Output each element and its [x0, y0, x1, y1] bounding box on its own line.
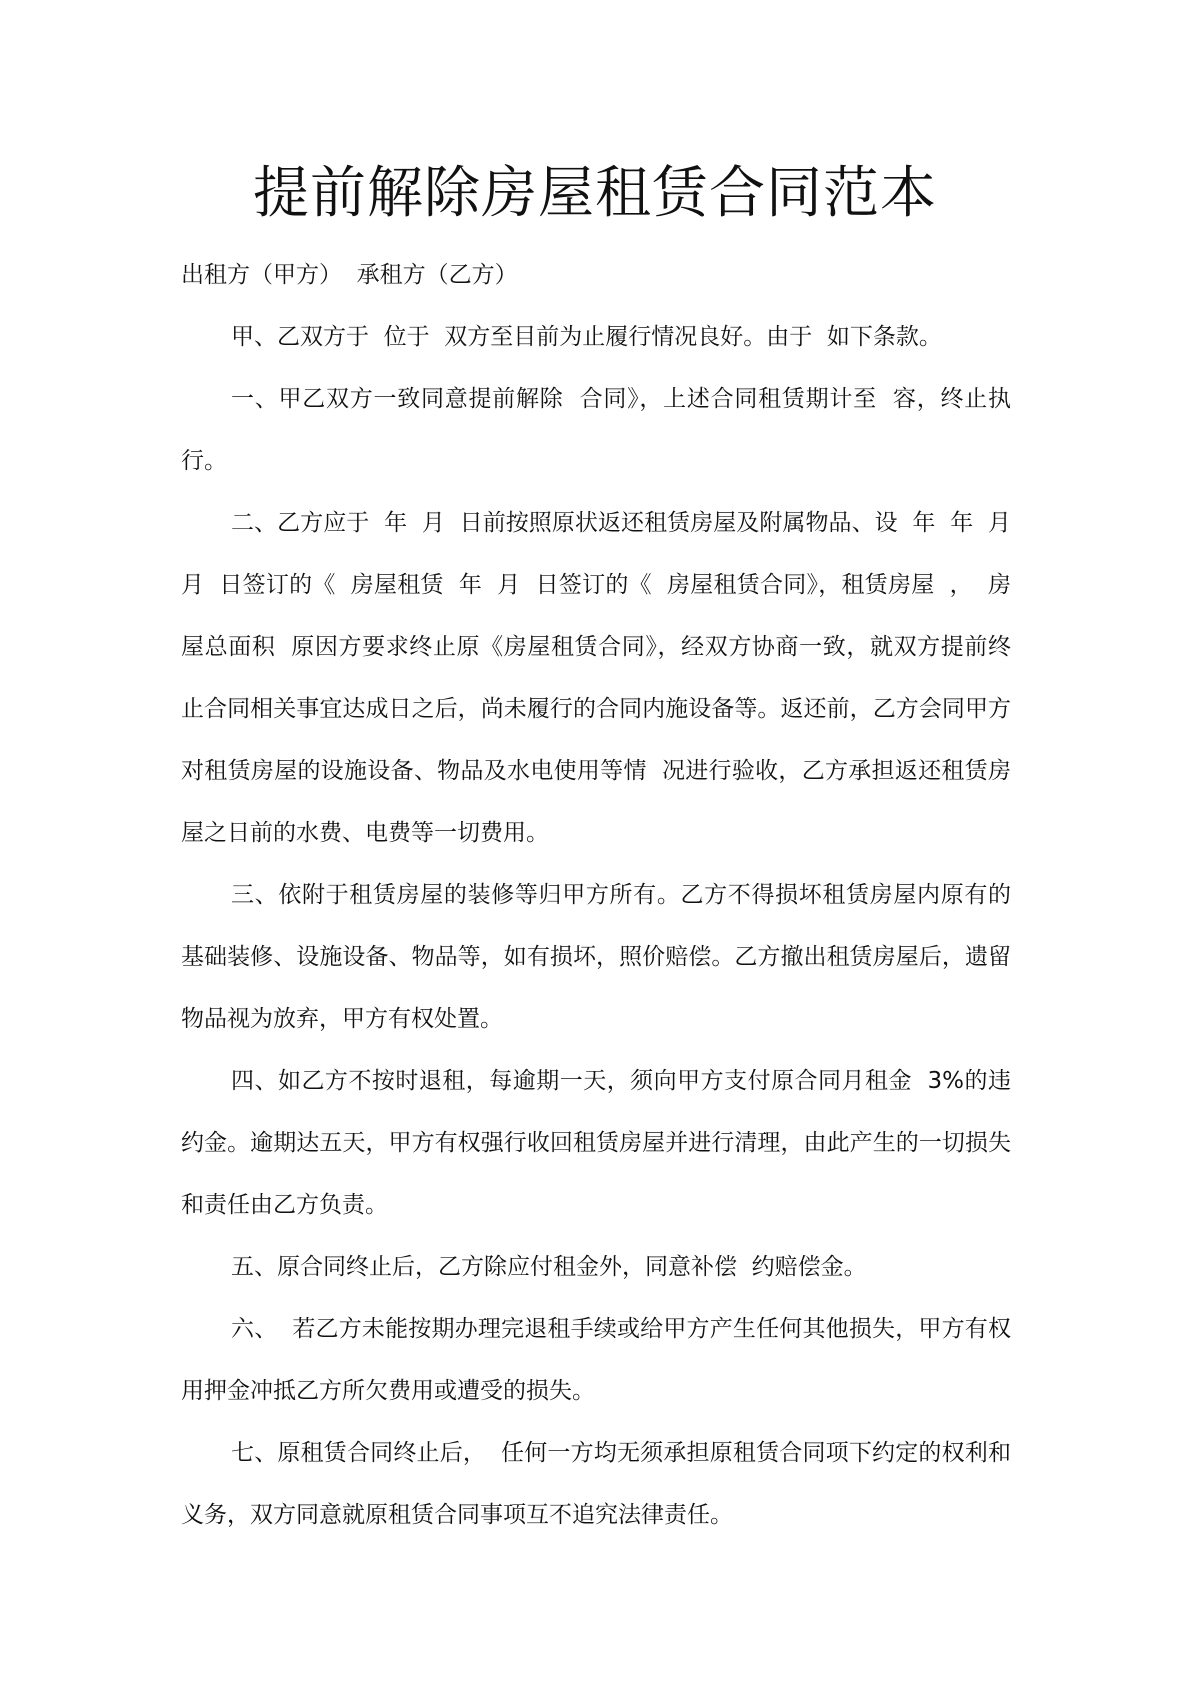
- paragraph-clause-3: 三、依附于租赁房屋的装修等归甲方所有。乙方不得损坏租赁房屋内原有的基础装修、设施设备、物品等，如有损坏，照价赔偿。乙方撤出租赁房屋后，遗留物品视为放弃，甲方有权处置。: [181, 882, 1011, 1032]
- document-title: 提前解除房屋租赁合同范本: [253, 161, 937, 226]
- paragraph-clause-2: 二、乙方应于 年 月 日前按照原状返还租赁房屋及附属物品、设 年 年 月 月 日签订的《 房屋租赁 年 月 日签订的《 房屋租赁合同》，租赁房屋 ， 房屋总面积 原因方要求终止原《房屋租赁合同》，经双方协商一致，就双方提前终止合同相关事宜达成日之后，尚未履行的合同内施设备等。返还前，乙方会同甲方对租赁房屋的设施设备、物品及水电使用等情 况进行验收，乙方承担返还租赁房屋之日前的水费、电费等一切费用。: [181, 510, 1026, 846]
- paragraph-clause-7: 七、原租赁合同终止后， 任何一方均无须承担原租赁合同项下约定的权利和 义务，双方同意就原租赁合同事项互不追究法律责任。: [181, 1440, 1026, 1528]
- paragraph-clause-6: 六、 若乙方未能按期办理完退租手续或给甲方产生任何其他损失，甲方有权 用押金冲抵乙方所欠费用或遭受的损失。: [181, 1316, 1026, 1404]
- paragraph-clause-4: 四、如乙方不按时退租，每逾期一天，须向甲方支付原合同月租金 3%的违约金。逾期达五天，甲方有权强行收回租赁房屋并进行清理，由此产生的一切损失和责任由乙方负责。: [181, 1068, 1011, 1218]
- document-body: [181, 244, 1026, 1546]
- parties-line: 出租方（甲方） 承租方（乙方）: [181, 262, 518, 288]
- paragraph-intro: 甲、乙双方于 位于 双方至目前为止履行情况良好。由于 如下条款。: [231, 324, 942, 350]
- paragraph-clause-1: 一、甲乙双方一致同意提前解除 合同》，上述合同租赁期计至 容，终止执行。: [181, 386, 1011, 474]
- paragraph-clause-5: 五、原合同终止后，乙方除应付租金外，同意补偿 约赔偿金。: [231, 1254, 867, 1280]
